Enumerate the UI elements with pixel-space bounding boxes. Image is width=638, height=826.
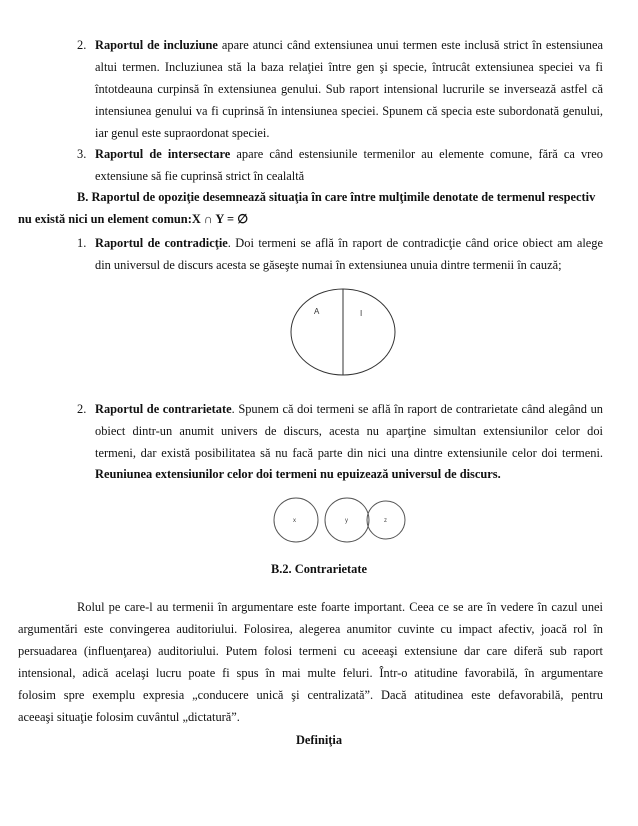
contrarietate-term: Raportul de contrarietate — [95, 402, 232, 416]
item-3-text: apare când estensiunile termenilor au elemente comune, fără ca vreo — [236, 147, 603, 161]
item-2-line-3: întotdeauna curpinsă în extensiunea genului. Sub raport intensional lucrurile se inversează astfel că — [95, 82, 603, 96]
contrarietate-number: 2. — [77, 402, 87, 416]
item-2-number: 2. — [77, 38, 87, 52]
item-2-line-2: altui termen. Incluziunea stă la baza relaţiei între gen şi specie, întrucât extensiunea speciei va fi — [95, 60, 603, 74]
contradictie-term: Raportul de contradicţie — [95, 236, 228, 250]
section-b-text-mid: Y = — [215, 212, 235, 226]
contrarietate-line-3: termeni, dar există posibilitatea să nu facă parte din nici una dintre extensiunile celor doi termeni. — [95, 446, 603, 460]
item-2-text: apare atunci când extensiunea unui termen este inclusă strict în estensiunea — [221, 38, 603, 52]
contradictie-number: 1. — [77, 236, 87, 250]
section-b-heading-line-2 — [18, 212, 248, 226]
label-y: y — [345, 518, 348, 524]
contradictie-text: . Doi termeni se află în raport de contradicţie când orice obiect am alege — [227, 236, 603, 250]
paragraph-line-4: intensional, adică acelaşi lucru poate fi spus în mai multe feluri. Într-o atitudine favorabilă, în argumentare — [18, 666, 603, 680]
contrarietate-text: . Spunem că doi termeni se află în raport de contrarietate când alegând un — [231, 402, 603, 416]
section-b-text: nu există nici un element comun:X — [18, 212, 201, 226]
paragraph-line-3: persuadarea (influenţarea) auditoriului. Putem folosi termeni cu aceeaşi extensiune dar care diferă sub raport — [18, 644, 603, 658]
label-a: A — [314, 307, 320, 316]
item-2-line-4: intensiunea genului va fi cuprinsă în intensiunea speciei. Spunem că specia este subordonată genului, — [95, 104, 603, 118]
item-2-term: Raportul de incluziune — [95, 38, 218, 52]
item-3-line-1 — [95, 147, 603, 161]
circle-x — [274, 498, 318, 542]
diagram-caption: B.2. Contrarietate — [271, 562, 367, 576]
label-i: I — [360, 309, 363, 318]
item-2-line-5: iar genul este supraordonat speciei. — [95, 126, 270, 140]
item-3-term: Raportul de intersectare — [95, 147, 231, 161]
contrarietate-line-4: Reuniunea extensiunilor celor doi termeni nu epuizează universul de discurs. — [95, 467, 501, 481]
paragraph-line-5: folosim spre exemplu expresia „conducere unică şi centralizată”. Dacă atitudinea este defavorabilă, pentru — [18, 688, 603, 702]
paragraph-line-1: Rolul pe care-l au termenii în argumentare este foarte important. Ceea ce se are în vedere în cazul unei — [77, 600, 603, 614]
intersection-symbol: ∩ — [203, 212, 213, 226]
contradictie-line-1 — [95, 236, 603, 250]
paragraph-line-6: aceeaşi situaţie folosim cuvântul „dictatură”. — [18, 710, 240, 724]
section-b-heading: B. Raportul de opoziţie desemnează situaţia în care între mulţimile denotate de termenul respectiv — [77, 190, 596, 204]
contrarietate-line-2: obiect dintr-un anumit univers de discurs, acesta nu aparţine simultan extensiunilor celor doi — [95, 424, 603, 438]
item-3-number: 3. — [77, 147, 87, 161]
definition-heading: Definiţia — [295, 733, 343, 747]
label-z: z — [384, 518, 387, 524]
label-x: x — [293, 518, 296, 524]
item-3-line-2: extensiune să fie cuprinsă strict în cealaltă — [95, 169, 305, 183]
paragraph-line-2: argumentări este convingerea auditoriului. Folosirea, alegerea anumitor cuvinte cu impact afectiv, joacă rol în — [18, 622, 603, 636]
contradiction-diagram — [288, 286, 398, 378]
contrarietate-line-1 — [95, 402, 603, 416]
empty-set-symbol: ∅ — [237, 212, 248, 226]
contrariety-diagram — [270, 496, 410, 546]
item-2-line-1 — [95, 38, 603, 52]
contradictie-line-2: din universul de discurs acesta se găseşte numai în extensiunea unuia dintre termenii în cauză; — [95, 258, 562, 272]
